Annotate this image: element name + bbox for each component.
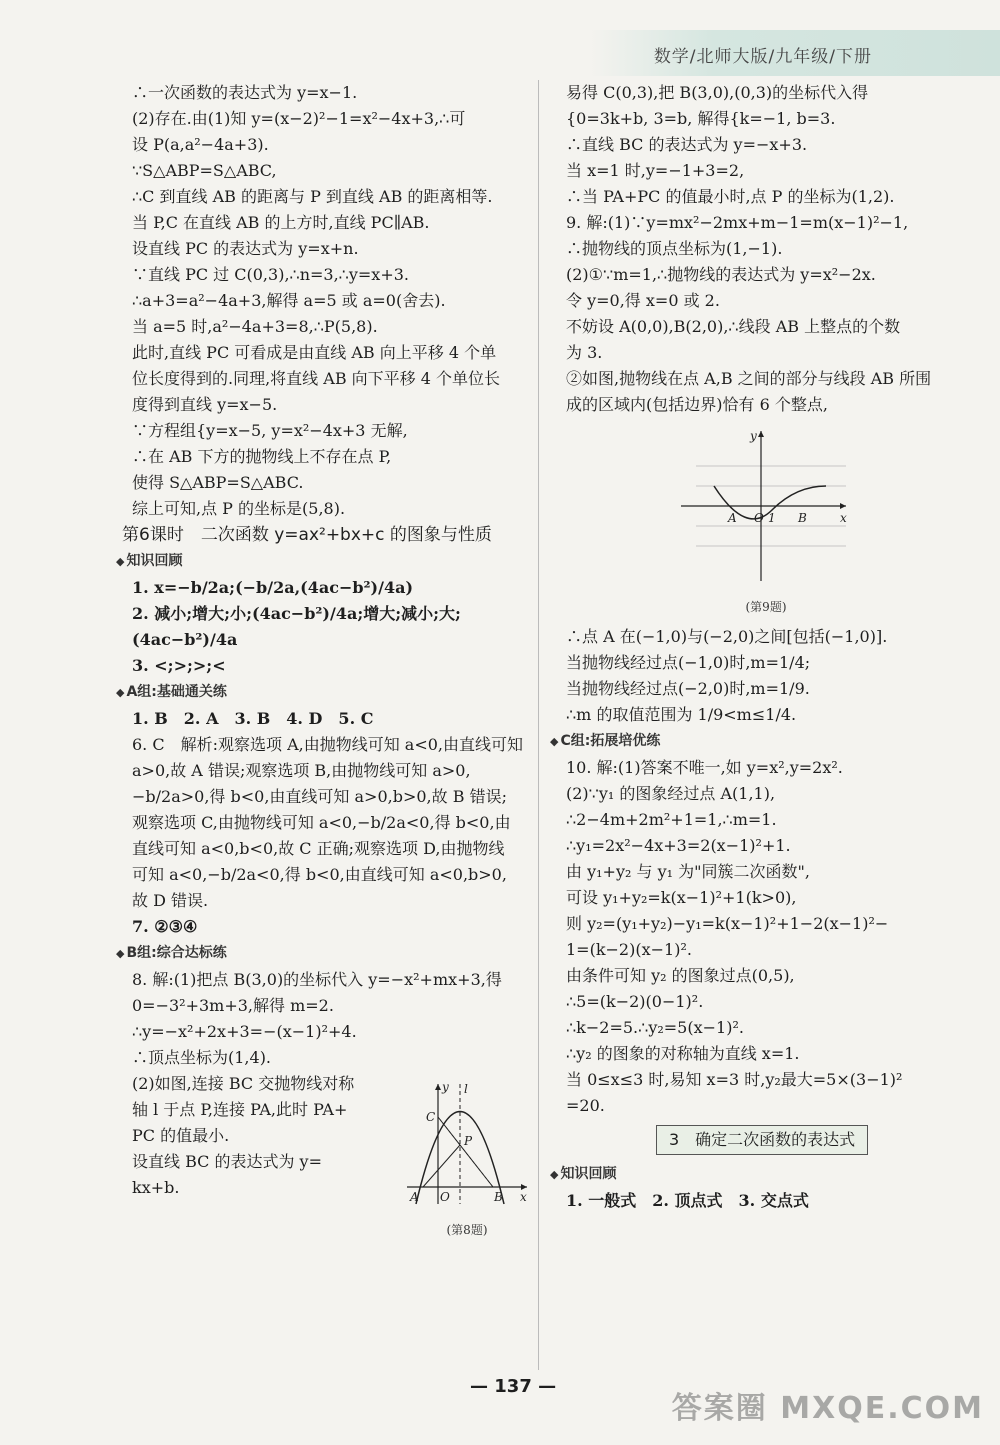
text-line: PC 的值最小. xyxy=(132,1126,230,1145)
figure-9-caption: (第9题) xyxy=(745,600,787,614)
column-divider xyxy=(538,80,539,1370)
page-number: — 137 — xyxy=(470,1376,557,1397)
text-line: ∴在 AB 下方的抛物线上不存在点 P, xyxy=(132,447,392,466)
text-line: kx+b. xyxy=(132,1178,180,1197)
text-line: 可知 a<0,−b/2a<0,得 b<0,由直线可知 a<0,b>0, xyxy=(132,865,507,884)
left-column xyxy=(122,80,527,1237)
text-line: (2)∵y₁ 的图象经过点 A(1,1), xyxy=(566,784,776,803)
text-line: 轴 l 于点 P,连接 PA,此时 PA+ xyxy=(132,1100,348,1119)
section-group-b: ◆ B组:综合达标练 xyxy=(116,940,527,967)
fig8-label-a: A xyxy=(410,1190,419,1204)
figure-8-graph xyxy=(402,1079,532,1209)
fig9-label-o: O xyxy=(754,511,764,525)
text-line: {0=3k+b, 3=b, 解得{k=−1, b=3. xyxy=(566,109,836,128)
text-line: 9. 解:(1)∵y=mx²−2mx+m−1=m(x−1)²−1, xyxy=(566,213,909,232)
review-answers xyxy=(132,575,527,679)
section-group-c: ◆ C组:拓展培优练 xyxy=(550,728,976,755)
question-7: 7. ②③④ xyxy=(132,917,198,936)
text-line: ∴5=(k−2)(0−1)². xyxy=(566,992,704,1011)
figure-9-graph xyxy=(676,426,856,586)
text-line: 成的区域内(包括边界)恰有 6 个整点, xyxy=(566,395,828,414)
fig8-label-c: C xyxy=(426,1110,436,1124)
header-band xyxy=(590,30,1000,76)
range-of-m xyxy=(566,624,976,728)
text-line: ∴当 PA+PC 的值最小时,点 P 的坐标为(1,2). xyxy=(566,187,895,206)
figure-8-caption: (第8题) xyxy=(446,1223,488,1237)
review-line: 1. x=−b/2a;(−b/2a,(4ac−b²)/4a) xyxy=(132,578,414,597)
text-line: ∵直线 PC 过 C(0,3),∴n=3,∴y=x+3. xyxy=(132,265,410,284)
text-line: 由 y₁+y₂ 与 y₁ 为"同簇二次函数", xyxy=(566,862,810,881)
figure-9 xyxy=(676,426,856,620)
text-line: 可设 y₁+y₂=k(x−1)²+1(k>0), xyxy=(566,888,797,907)
text-line: 直线可知 a<0,b<0,故 C 正确;观察选项 D,由抛物线 xyxy=(132,839,505,858)
text-line: 当抛物线经过点(−2,0)时,m=1/9. xyxy=(566,679,810,698)
text-line: ∵S△ABP=S△ABC, xyxy=(132,161,277,180)
text-line: ∴点 A 在(−1,0)与(−2,0)之间[包括(−1,0)]. xyxy=(566,627,888,646)
watermark: 答案圈 MXQE.COM xyxy=(671,1391,984,1426)
group-a-answers: 1. B 2. A 3. B 4. D 5. C xyxy=(132,709,374,728)
text-line: 令 y=0,得 x=0 或 2. xyxy=(566,291,720,310)
text-line: ∴一次函数的表达式为 y=x−1. xyxy=(132,83,358,102)
text-line: 8. 解:(1)把点 B(3,0)的坐标代入 y=−x²+mx+3,得 xyxy=(132,970,502,989)
review-line: 2. 减小;增大;小;(4ac−b²)/4a;增大;减小;大;(4ac−b²)/4a xyxy=(132,604,461,649)
text-line: ∴顶点坐标为(1,4). xyxy=(132,1048,272,1067)
text-line: 当 x=1 时,y=−1+3=2, xyxy=(566,161,745,180)
text-line: ∵方程组{y=x−5, y=x²−4x+3 无解, xyxy=(132,421,408,440)
question-10 xyxy=(566,755,976,1119)
text-line: 综上可知,点 P 的坐标是(5,8). xyxy=(132,499,346,518)
text-line: 当 a=5 时,a²−4a+3=8,∴P(5,8). xyxy=(132,317,378,336)
text-line: 设直线 BC 的表达式为 y= xyxy=(132,1152,323,1171)
fig8-label-o: O xyxy=(440,1190,450,1204)
text-line: ∴y₂ 的图象的对称轴为直线 x=1. xyxy=(566,1044,800,1063)
solution-block xyxy=(132,80,527,522)
fig9-label-x: x xyxy=(840,511,847,525)
text-line: 位长度得到的.同理,将直线 AB 向下平移 4 个单位长 xyxy=(132,369,501,388)
section-group-a: ◆ A组:基础通关练 xyxy=(116,679,527,706)
review-2-answers: 1. 一般式 2. 顶点式 3. 交点式 xyxy=(566,1191,809,1210)
text-line: 不妨设 A(0,0),B(2,0),∴线段 AB 上整点的个数 xyxy=(566,317,901,336)
text-line: 当 P,C 在直线 AB 的上方时,直线 PC∥AB. xyxy=(132,213,430,232)
review-line: 3. <;>;>;< xyxy=(132,656,226,675)
text-line: 当抛物线经过点(−1,0)时,m=1/4; xyxy=(566,653,811,672)
text-line: 0=−3²+3m+3,解得 m=2. xyxy=(132,996,334,1015)
text-line: (2)存在.由(1)知 y=(x−2)²−1=x²−4x+3,∴可 xyxy=(132,109,466,128)
text-line: 当 0≤x≤3 时,易知 x=3 时,y₂最大=5×(3−1)² xyxy=(566,1070,903,1089)
fig8-label-b: B xyxy=(494,1190,503,1204)
text-line: (2)如图,连接 BC 交抛物线对称 xyxy=(132,1074,355,1093)
text-line: a>0,故 A 错误;观察选项 B,由抛物线可知 a>0, xyxy=(132,761,471,780)
fig9-label-1: 1 xyxy=(768,511,776,525)
text-line: −b/2a>0,得 b<0,由直线可知 a>0,b>0,故 B 错误; xyxy=(132,787,507,806)
text-line: 设 P(a,a²−4a+3). xyxy=(132,135,269,154)
text-line: 由条件可知 y₂ 的图象过点(0,5), xyxy=(566,966,795,985)
text-line: (2)①∵m=1,∴抛物线的表达式为 y=x²−2x. xyxy=(566,265,876,284)
text-line: 则 y₂=(y₁+y₂)−y₁=k(x−1)²+1−2(x−1)²− xyxy=(566,914,889,933)
text-line: ②如图,抛物线在点 A,B 之间的部分与线段 AB 所围 xyxy=(566,369,932,388)
text-line: 易得 C(0,3),把 B(3,0),(0,3)的坐标代入得 xyxy=(566,83,869,102)
section-review-2: ◆ 知识回顾 xyxy=(550,1161,976,1188)
text-line: 为 3. xyxy=(566,343,603,362)
header-text: 数学/北师大版/九年级/下册 xyxy=(653,47,872,67)
text-line: 6. C 解析:观察选项 A,由抛物线可知 a<0,由直线可知 xyxy=(132,735,524,754)
text-line: 此时,直线 PC 可看成是由直线 AB 向上平移 4 个单 xyxy=(132,343,497,362)
fig9-label-b: B xyxy=(798,511,807,525)
text-line: 故 D 错误. xyxy=(132,891,209,910)
text-line: ∴直线 BC 的表达式为 y=−x+3. xyxy=(566,135,808,154)
text-line: ∴抛物线的顶点坐标为(1,−1). xyxy=(566,239,783,258)
fig8-label-x: x xyxy=(520,1190,527,1204)
text-line: =20. xyxy=(566,1096,605,1115)
text-line: ∴2−4m+2m²+1=1,∴m=1. xyxy=(566,810,777,829)
text-line: 1=(k−2)(x−1)². xyxy=(566,940,692,959)
question-8 xyxy=(132,967,527,1237)
right-column xyxy=(560,80,976,1214)
fig8-label-p: P xyxy=(464,1134,473,1148)
solution-continued xyxy=(566,80,976,418)
text-line: 设直线 PC 的表达式为 y=x+n. xyxy=(132,239,359,258)
fig8-label-l: l xyxy=(464,1082,468,1096)
section-review: ◆ 知识回顾 xyxy=(116,548,527,575)
text-line: ∴m 的取值范围为 1/9<m≤1/4. xyxy=(566,705,797,724)
text-line: ∴a+3=a²−4a+3,解得 a=5 或 a=0(舍去). xyxy=(132,291,446,310)
text-line: ∴y₁=2x²−4x+3=2(x−1)²+1. xyxy=(566,836,791,855)
text-line: 使得 S△ABP=S△ABC. xyxy=(132,473,304,492)
question-6 xyxy=(132,732,527,914)
fig8-label-y: y xyxy=(442,1080,449,1094)
lesson-title: 第6课时 二次函数 y=ax²+bx+c 的图象与性质 xyxy=(122,525,492,545)
fig9-label-a: A xyxy=(728,511,737,525)
text-line: 度得到直线 y=x−5. xyxy=(132,395,278,414)
figure-8 xyxy=(402,1079,532,1237)
fig9-label-y: y xyxy=(750,429,757,443)
section-box-title: 3 确定二次函数的表达式 xyxy=(656,1125,868,1155)
text-line: 观察选项 C,由抛物线可知 a<0,−b/2a<0,得 b<0,由 xyxy=(132,813,511,832)
text-line: ∴C 到直线 AB 的距离与 P 到直线 AB 的距离相等. xyxy=(132,187,493,206)
text-line: 10. 解:(1)答案不唯一,如 y=x²,y=2x². xyxy=(566,758,843,777)
text-line: ∴y=−x²+2x+3=−(x−1)²+4. xyxy=(132,1022,357,1041)
text-line: ∴k−2=5.∴y₂=5(x−1)². xyxy=(566,1018,744,1037)
